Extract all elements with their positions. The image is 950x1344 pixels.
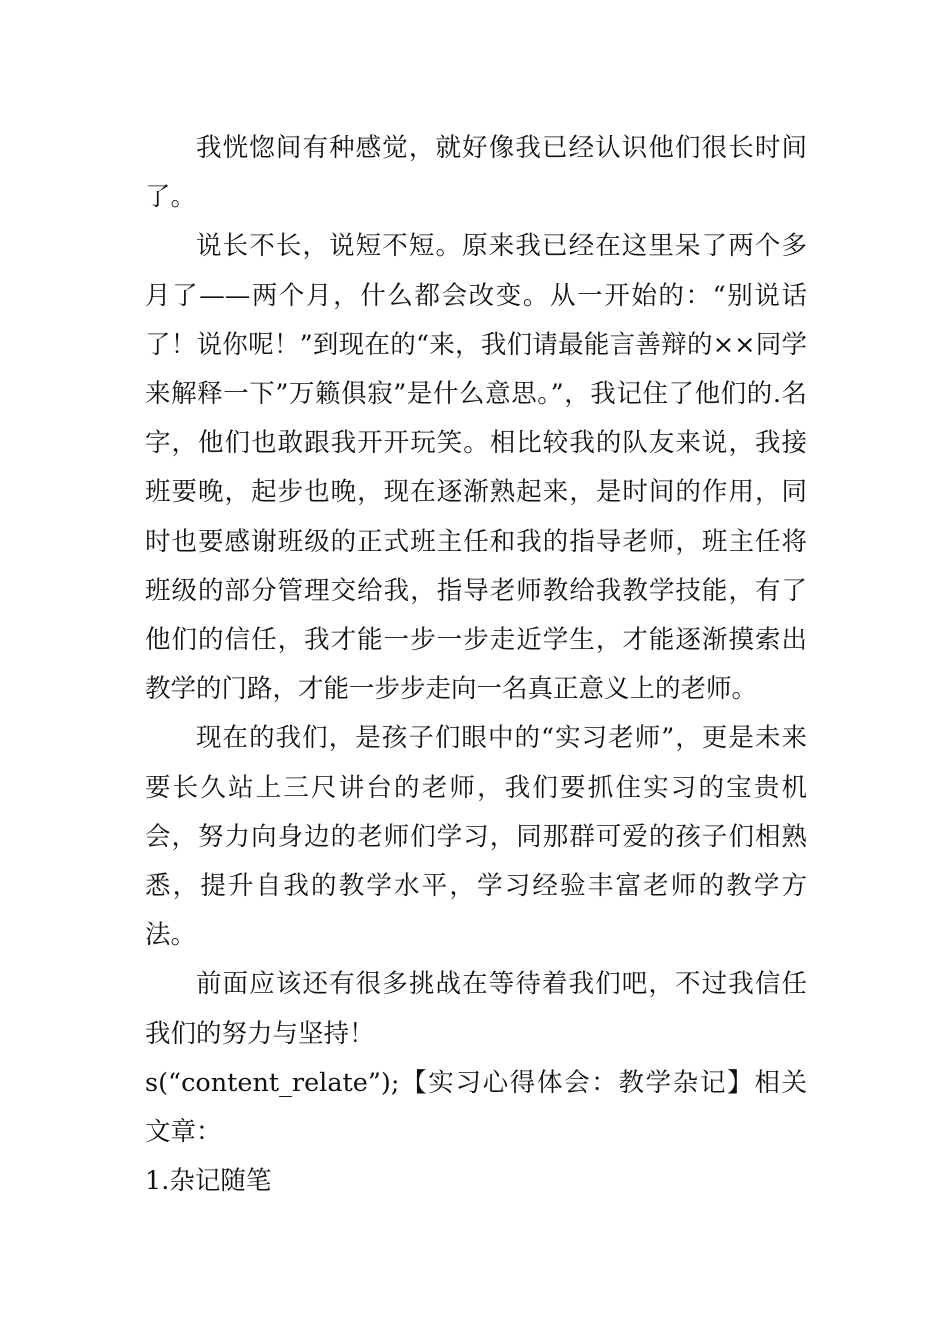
document-page: [145, 124, 807, 1206]
paragraph-4: 前面应该还有很多挑战在等待着我们吧，不过我信任我们的努力与坚持！: [145, 969, 807, 1049]
paragraph-1: 我恍惚间有种感觉，就好像我已经认识他们很长时间了。: [145, 133, 807, 213]
related-article-link-1[interactable]: 1.杂记随笔: [145, 1166, 272, 1197]
paragraph-3: 现在的我们，是孩子们眼中的“实习老师”，更是未来要长久站上三尺讲台的老师，我们要抓住实习的宝贵机会，努力向身边的老师们学习，同那群可爱的孩子们相熟悉，提升自我的教学水平，学习经验丰富老师的教学方法。: [145, 723, 807, 951]
related-articles-heading: s(“content_relate”);【实习心得体会：教学杂记】相关文章：: [145, 1067, 807, 1148]
paragraph-2: 说长不长，说短不短。原来我已经在这里呆了两个多月了——两个月，什么都会改变。从一开始的：“别说话了！说你呢！”到现在的“来，我们请最能言善辩的××同学来解释一下”万籁俱寂”是什么意思。”，我记住了他们的.名字，他们也敢跟我开开玩笑。相比较我的队友来说，我接班要晚，起步也晚，现在逐渐熟起来，是时间的作用，同时也要感谢班级的正式班主任和我的指导老师，班主任将班级的部分管理交给我，指导老师教给我教学技能，有了他们的信任，我才能一步一步走近学生，才能逐渐摸索出教学的门路，才能一步步走向一名真正意义上的老师。: [145, 231, 807, 705]
